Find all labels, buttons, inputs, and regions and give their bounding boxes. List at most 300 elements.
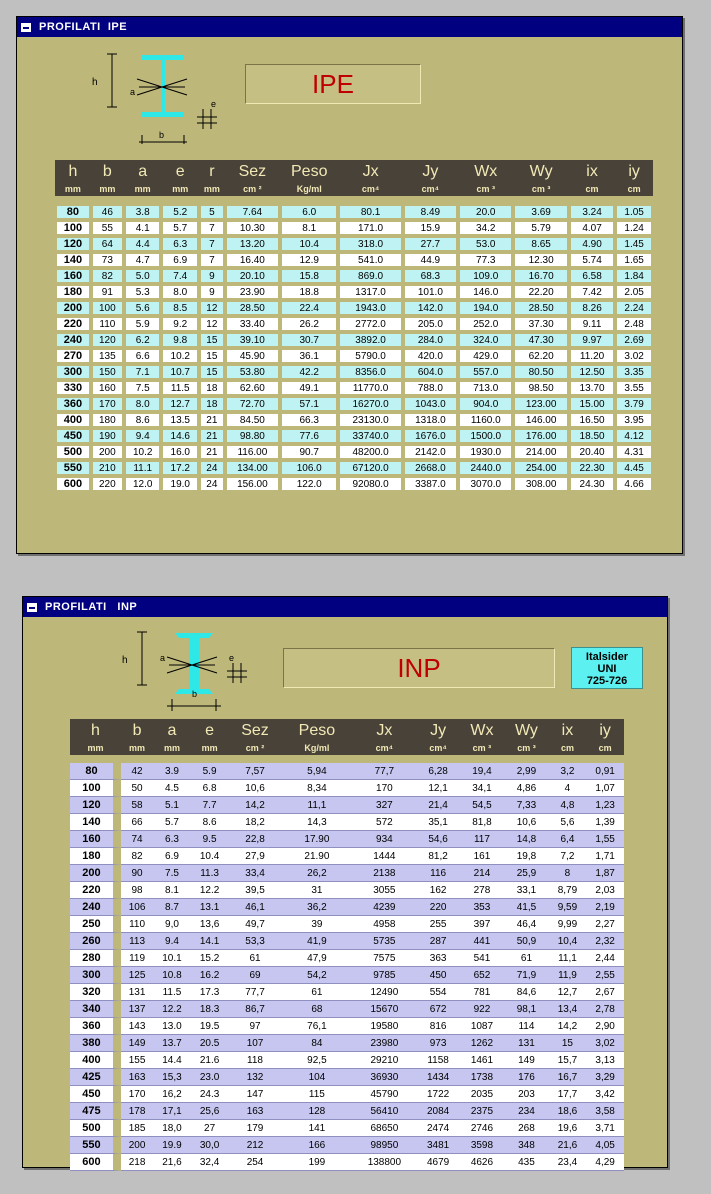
col-unit-8: cm⁴ — [403, 182, 458, 196]
row-key-cell: 240 — [55, 332, 91, 348]
table-cell: 1.45 — [615, 236, 653, 252]
table-cell: 6.58 — [569, 268, 615, 284]
table-cell: 17.3 — [191, 984, 229, 1001]
table-cell: 7.4 — [161, 268, 199, 284]
table-cell: 652 — [460, 967, 505, 984]
table-cell: 8 — [549, 865, 587, 882]
row-key-cell: 475 — [70, 1103, 121, 1120]
table-row[interactable] — [55, 428, 653, 444]
col-header-2: a — [124, 160, 162, 182]
table-cell: 10,6 — [228, 780, 281, 797]
col-header-1: b — [91, 160, 124, 182]
table-cell: 31 — [282, 882, 352, 899]
row-key-cell: 100 — [55, 220, 91, 236]
table-row[interactable] — [70, 1018, 624, 1035]
table-row[interactable] — [55, 444, 653, 460]
row-key-cell: 260 — [70, 933, 121, 950]
table-cell: 11,1 — [282, 797, 352, 814]
table-row[interactable] — [55, 220, 653, 236]
table-row[interactable] — [70, 831, 624, 848]
table-cell: 1158 — [417, 1052, 460, 1069]
table-row[interactable] — [55, 284, 653, 300]
col-unit-5: Kg/ml — [282, 741, 352, 755]
table-cell: 12,7 — [549, 984, 587, 1001]
table-cell: 4.4 — [124, 236, 162, 252]
table-cell: 199 — [282, 1154, 352, 1171]
table-row[interactable] — [70, 899, 624, 916]
col-unit-4: cm ² — [228, 741, 281, 755]
table-cell: 713.0 — [458, 380, 513, 396]
table-cell: 604.0 — [403, 364, 458, 380]
table-cell: 23.0 — [191, 1069, 229, 1086]
col-unit-2: mm — [153, 741, 191, 755]
table-cell: 156.00 — [225, 476, 280, 492]
row-key-cell: 600 — [70, 1154, 121, 1171]
table-cell: 123.00 — [513, 396, 568, 412]
table-row[interactable] — [70, 1154, 624, 1171]
table-cell: 6.3 — [153, 831, 191, 848]
table-cell: 2440.0 — [458, 460, 513, 476]
table-cell: 4.31 — [615, 444, 653, 460]
table-cell: 541.0 — [338, 252, 402, 268]
table-cell: 1,87 — [586, 865, 624, 882]
table-cell: 781 — [460, 984, 505, 1001]
table-cell: 90 — [121, 865, 153, 882]
table-cell: 80.1 — [338, 204, 402, 220]
table-cell: 1,71 — [586, 848, 624, 865]
table-cell: 7.42 — [569, 284, 615, 300]
table-cell: 53,3 — [228, 933, 281, 950]
inp-caption-box — [283, 648, 555, 688]
table-cell: 2,55 — [586, 967, 624, 984]
table-cell: 107 — [228, 1035, 281, 1052]
table-cell: 21,6 — [153, 1154, 191, 1171]
table-cell: 42 — [121, 763, 153, 780]
table-cell: 2.48 — [615, 316, 653, 332]
table-cell: 3,58 — [586, 1103, 624, 1120]
table-row[interactable] — [70, 814, 624, 831]
table-cell: 98.50 — [513, 380, 568, 396]
table-cell: 1,39 — [586, 814, 624, 831]
table-row[interactable] — [70, 1120, 624, 1137]
table-cell: 113 — [121, 933, 153, 950]
table-cell: 32,4 — [191, 1154, 229, 1171]
table-cell: 117 — [460, 831, 505, 848]
col-unit-11: cm — [586, 741, 624, 755]
table-cell: 122.0 — [280, 476, 338, 492]
table-row[interactable] — [55, 396, 653, 412]
inp-data-table — [70, 719, 624, 1171]
table-cell: 16,2 — [153, 1086, 191, 1103]
col-header-3: e — [161, 160, 199, 182]
table-cell: 2084 — [417, 1103, 460, 1120]
table-cell: 363 — [417, 950, 460, 967]
row-key-cell: 80 — [70, 763, 121, 780]
table-cell: 21 — [199, 428, 225, 444]
table-cell: 18.8 — [280, 284, 338, 300]
table-cell: 1318.0 — [403, 412, 458, 428]
table-cell: 7.7 — [191, 797, 229, 814]
table-cell: 80.50 — [513, 364, 568, 380]
table-cell: 5.7 — [153, 814, 191, 831]
table-cell: 220 — [91, 476, 124, 492]
col-unit-0: mm — [70, 741, 121, 755]
table-cell: 23980 — [352, 1035, 416, 1052]
row-key-cell: 160 — [55, 268, 91, 284]
table-cell: 13,6 — [191, 916, 229, 933]
table-row[interactable] — [55, 300, 653, 316]
table-cell: 8.6 — [191, 814, 229, 831]
table-cell: 0,91 — [586, 763, 624, 780]
table-cell: 420.0 — [403, 348, 458, 364]
table-cell: 14,2 — [549, 1018, 587, 1035]
table-cell: 53.0 — [458, 236, 513, 252]
table-cell: 3,13 — [586, 1052, 624, 1069]
table-cell: 6.3 — [161, 236, 199, 252]
row-key-cell: 500 — [55, 444, 91, 460]
table-cell: 68650 — [352, 1120, 416, 1137]
table-row[interactable] — [70, 865, 624, 882]
table-row[interactable] — [55, 332, 653, 348]
col-unit-1: mm — [121, 741, 153, 755]
table-cell: 1.05 — [615, 204, 653, 220]
table-cell: 101.0 — [403, 284, 458, 300]
table-cell: 19,4 — [460, 763, 505, 780]
row-key-cell: 550 — [55, 460, 91, 476]
table-row[interactable] — [55, 460, 653, 476]
table-cell: 16.50 — [569, 412, 615, 428]
table-cell: 131 — [504, 1035, 548, 1052]
table-cell: 8.49 — [403, 204, 458, 220]
row-key-cell: 400 — [70, 1052, 121, 1069]
table-cell: 6.0 — [280, 204, 338, 220]
table-cell: 15 — [549, 1035, 587, 1052]
table-cell: 12.7 — [161, 396, 199, 412]
table-cell: 5790.0 — [338, 348, 402, 364]
table-cell: 15.00 — [569, 396, 615, 412]
table-cell: 327 — [352, 797, 416, 814]
table-cell: 7 — [199, 252, 225, 268]
table-cell: 8.26 — [569, 300, 615, 316]
inp-caption-text: INP — [397, 652, 441, 683]
table-cell: 13.7 — [153, 1035, 191, 1052]
col-unit-6: Kg/ml — [280, 182, 338, 196]
col-unit-10: cm — [549, 741, 587, 755]
table-cell: 13.5 — [161, 412, 199, 428]
table-cell: 8.0 — [161, 284, 199, 300]
row-key-cell: 160 — [70, 831, 121, 848]
table-cell: 8.1 — [280, 220, 338, 236]
table-cell: 10.4 — [280, 236, 338, 252]
table-row[interactable] — [55, 268, 653, 284]
table-cell: 34.2 — [458, 220, 513, 236]
table-row[interactable] — [55, 476, 653, 492]
table-cell: 12490 — [352, 984, 416, 1001]
table-cell: 541 — [460, 950, 505, 967]
table-cell: 284.0 — [403, 332, 458, 348]
table-cell: 210 — [91, 460, 124, 476]
table-cell: 3,29 — [586, 1069, 624, 1086]
table-cell: 119 — [121, 950, 153, 967]
table-cell: 3481 — [417, 1137, 460, 1154]
table-cell: 25,9 — [504, 865, 548, 882]
table-row[interactable] — [70, 797, 624, 814]
table-cell: 39,5 — [228, 882, 281, 899]
table-cell: 8,79 — [549, 882, 587, 899]
col-unit-3: mm — [161, 182, 199, 196]
table-cell: 137 — [121, 1001, 153, 1018]
table-cell: 17,1 — [153, 1103, 191, 1120]
table-cell: 24 — [199, 460, 225, 476]
inp-section-diagram — [117, 627, 267, 722]
table-row[interactable] — [70, 1035, 624, 1052]
col-header-3: e — [191, 719, 229, 741]
table-cell: 2.05 — [615, 284, 653, 300]
table-cell: 1943.0 — [338, 300, 402, 316]
table-cell: 22.20 — [513, 284, 568, 300]
table-cell: 2375 — [460, 1103, 505, 1120]
table-cell: 48200.0 — [338, 444, 402, 460]
table-cell: 3,42 — [586, 1086, 624, 1103]
table-cell: 22,8 — [228, 831, 281, 848]
table-cell: 12.0 — [124, 476, 162, 492]
table-cell: 2,03 — [586, 882, 624, 899]
table-cell: 8356.0 — [338, 364, 402, 380]
table-cell: 84,6 — [504, 984, 548, 1001]
col-header-0: h — [55, 160, 91, 182]
table-cell: 5.9 — [124, 316, 162, 332]
table-cell: 9.97 — [569, 332, 615, 348]
table-cell: 84.50 — [225, 412, 280, 428]
table-cell: 33,4 — [228, 865, 281, 882]
table-cell: 3.24 — [569, 204, 615, 220]
row-key-cell: 450 — [70, 1086, 121, 1103]
table-cell: 163 — [121, 1069, 153, 1086]
table-cell: 134.00 — [225, 460, 280, 476]
table-cell: 18.3 — [191, 1001, 229, 1018]
table-cell: 2.24 — [615, 300, 653, 316]
table-cell: 10.4 — [191, 848, 229, 865]
table-cell: 2,19 — [586, 899, 624, 916]
table-cell: 1444 — [352, 848, 416, 865]
table-cell: 14.4 — [153, 1052, 191, 1069]
table-row[interactable] — [55, 380, 653, 396]
table-cell: 11.3 — [191, 865, 229, 882]
table-row[interactable] — [70, 848, 624, 865]
table-cell: 61 — [228, 950, 281, 967]
table-cell: 146.0 — [458, 284, 513, 300]
table-row[interactable] — [70, 950, 624, 967]
table-cell: 9 — [199, 268, 225, 284]
table-cell: 33.40 — [225, 316, 280, 332]
table-cell: 308.00 — [513, 476, 568, 492]
table-cell: 44.9 — [403, 252, 458, 268]
table-cell: 5.0 — [124, 268, 162, 284]
table-cell: 19,6 — [549, 1120, 587, 1137]
col-unit-12: cm — [615, 182, 653, 196]
table-cell: 234 — [504, 1103, 548, 1120]
table-cell: 6.6 — [124, 348, 162, 364]
table-row[interactable] — [70, 1103, 624, 1120]
table-row[interactable] — [70, 984, 624, 1001]
table-cell: 4 — [549, 780, 587, 797]
table-row[interactable] — [55, 364, 653, 380]
table-cell: 2,99 — [504, 763, 548, 780]
col-unit-8: cm ³ — [460, 741, 505, 755]
row-key-cell: 180 — [55, 284, 91, 300]
table-cell: 324.0 — [458, 332, 513, 348]
table-row[interactable] — [70, 1052, 624, 1069]
table-cell: 180 — [91, 412, 124, 428]
table-cell: 72.70 — [225, 396, 280, 412]
row-key-cell: 330 — [55, 380, 91, 396]
table-cell: 3.02 — [615, 348, 653, 364]
row-key-cell: 140 — [70, 814, 121, 831]
system-menu-icon[interactable] — [21, 23, 31, 32]
col-header-5: Peso — [282, 719, 352, 741]
table-cell: 21 — [199, 412, 225, 428]
col-header-12: iy — [615, 160, 653, 182]
table-cell: 15 — [199, 364, 225, 380]
ipe-titlebar[interactable] — [17, 17, 682, 37]
table-cell: 6.9 — [153, 848, 191, 865]
table-cell: 13.20 — [225, 236, 280, 252]
table-cell: 4239 — [352, 899, 416, 916]
table-cell: 1500.0 — [458, 428, 513, 444]
table-cell: 11.1 — [124, 460, 162, 476]
table-cell: 54,6 — [417, 831, 460, 848]
table-cell: 24 — [199, 476, 225, 492]
table-cell: 2772.0 — [338, 316, 402, 332]
table-cell: 18,0 — [153, 1120, 191, 1137]
table-cell: 1676.0 — [403, 428, 458, 444]
table-cell: 24.30 — [569, 476, 615, 492]
table-cell: 37.30 — [513, 316, 568, 332]
table-cell: 34,1 — [460, 780, 505, 797]
table-row[interactable] — [70, 1086, 624, 1103]
table-cell: 869.0 — [338, 268, 402, 284]
table-cell: 4.90 — [569, 236, 615, 252]
table-cell: 16.40 — [225, 252, 280, 268]
col-header-5: Sez — [225, 160, 280, 182]
ipe-window — [16, 16, 683, 554]
table-cell: 16.0 — [161, 444, 199, 460]
ipe-caption-box — [245, 64, 421, 104]
table-cell: 81,8 — [460, 814, 505, 831]
table-cell: 42.2 — [280, 364, 338, 380]
col-header-10: Wy — [513, 160, 568, 182]
table-row[interactable] — [70, 933, 624, 950]
table-cell: 54,2 — [282, 967, 352, 984]
table-cell: 98 — [121, 882, 153, 899]
table-cell: 3.69 — [513, 204, 568, 220]
row-key-cell: 220 — [70, 882, 121, 899]
col-header-7: Jx — [338, 160, 402, 182]
col-header-6: Jx — [352, 719, 416, 741]
table-cell: 141 — [282, 1120, 352, 1137]
table-cell: 8.65 — [513, 236, 568, 252]
table-cell: 90.7 — [280, 444, 338, 460]
table-cell: 6.9 — [161, 252, 199, 268]
table-row[interactable] — [70, 967, 624, 984]
table-cell: 9,59 — [549, 899, 587, 916]
table-row[interactable] — [55, 348, 653, 364]
table-cell: 29210 — [352, 1052, 416, 1069]
table-cell: 45790 — [352, 1086, 416, 1103]
table-cell: 146.00 — [513, 412, 568, 428]
table-cell: 98950 — [352, 1137, 416, 1154]
table-cell: 2668.0 — [403, 460, 458, 476]
table-cell: 33,1 — [504, 882, 548, 899]
badge-line-brand: Italsider — [585, 651, 629, 663]
table-row[interactable] — [55, 204, 653, 220]
table-row[interactable] — [55, 236, 653, 252]
table-row[interactable] — [55, 252, 653, 268]
table-cell: 441 — [460, 933, 505, 950]
table-row[interactable] — [70, 1001, 624, 1018]
row-key-cell: 120 — [55, 236, 91, 252]
diagram-e-label: e — [211, 99, 217, 109]
table-cell: 16270.0 — [338, 396, 402, 412]
col-unit-2: mm — [124, 182, 162, 196]
table-cell: 12.30 — [513, 252, 568, 268]
table-cell: 162 — [417, 882, 460, 899]
table-row[interactable] — [70, 916, 624, 933]
table-cell: 3070.0 — [458, 476, 513, 492]
table-row[interactable] — [70, 1069, 624, 1086]
table-cell: 185 — [121, 1120, 153, 1137]
table-row[interactable] — [70, 780, 624, 797]
inp-titlebar[interactable] — [23, 597, 667, 617]
table-cell: 10.1 — [153, 950, 191, 967]
table-cell: 62.20 — [513, 348, 568, 364]
table-cell: 7.64 — [225, 204, 280, 220]
table-cell: 2474 — [417, 1120, 460, 1137]
badge-line-standard: UNI — [597, 663, 617, 675]
table-cell: 7,33 — [504, 797, 548, 814]
table-row[interactable] — [70, 763, 624, 780]
table-cell: 1.65 — [615, 252, 653, 268]
table-row[interactable] — [55, 412, 653, 428]
table-cell: 7,57 — [228, 763, 281, 780]
table-cell: 104 — [282, 1069, 352, 1086]
table-cell: 109.0 — [458, 268, 513, 284]
col-unit-9: cm ³ — [458, 182, 513, 196]
table-cell: 3598 — [460, 1137, 505, 1154]
diagram-a-label: a — [130, 87, 136, 97]
row-key-cell: 180 — [70, 848, 121, 865]
table-cell: 11.5 — [161, 380, 199, 396]
table-cell: 49,7 — [228, 916, 281, 933]
table-row[interactable] — [70, 882, 624, 899]
table-cell: 12,1 — [417, 780, 460, 797]
table-cell: 2,78 — [586, 1001, 624, 1018]
table-cell: 220 — [417, 899, 460, 916]
table-cell: 7 — [199, 236, 225, 252]
table-row[interactable] — [70, 1137, 624, 1154]
ipe-caption-text: IPE — [312, 68, 354, 99]
table-cell: 8,34 — [282, 780, 352, 797]
table-cell: 20.10 — [225, 268, 280, 284]
table-cell: 21,4 — [417, 797, 460, 814]
table-cell: 9 — [199, 284, 225, 300]
system-menu-icon[interactable] — [27, 603, 37, 612]
table-cell: 110 — [91, 316, 124, 332]
table-cell: 7.1 — [124, 364, 162, 380]
table-row[interactable] — [55, 316, 653, 332]
table-cell: 41,9 — [282, 933, 352, 950]
table-cell: 171.0 — [338, 220, 402, 236]
